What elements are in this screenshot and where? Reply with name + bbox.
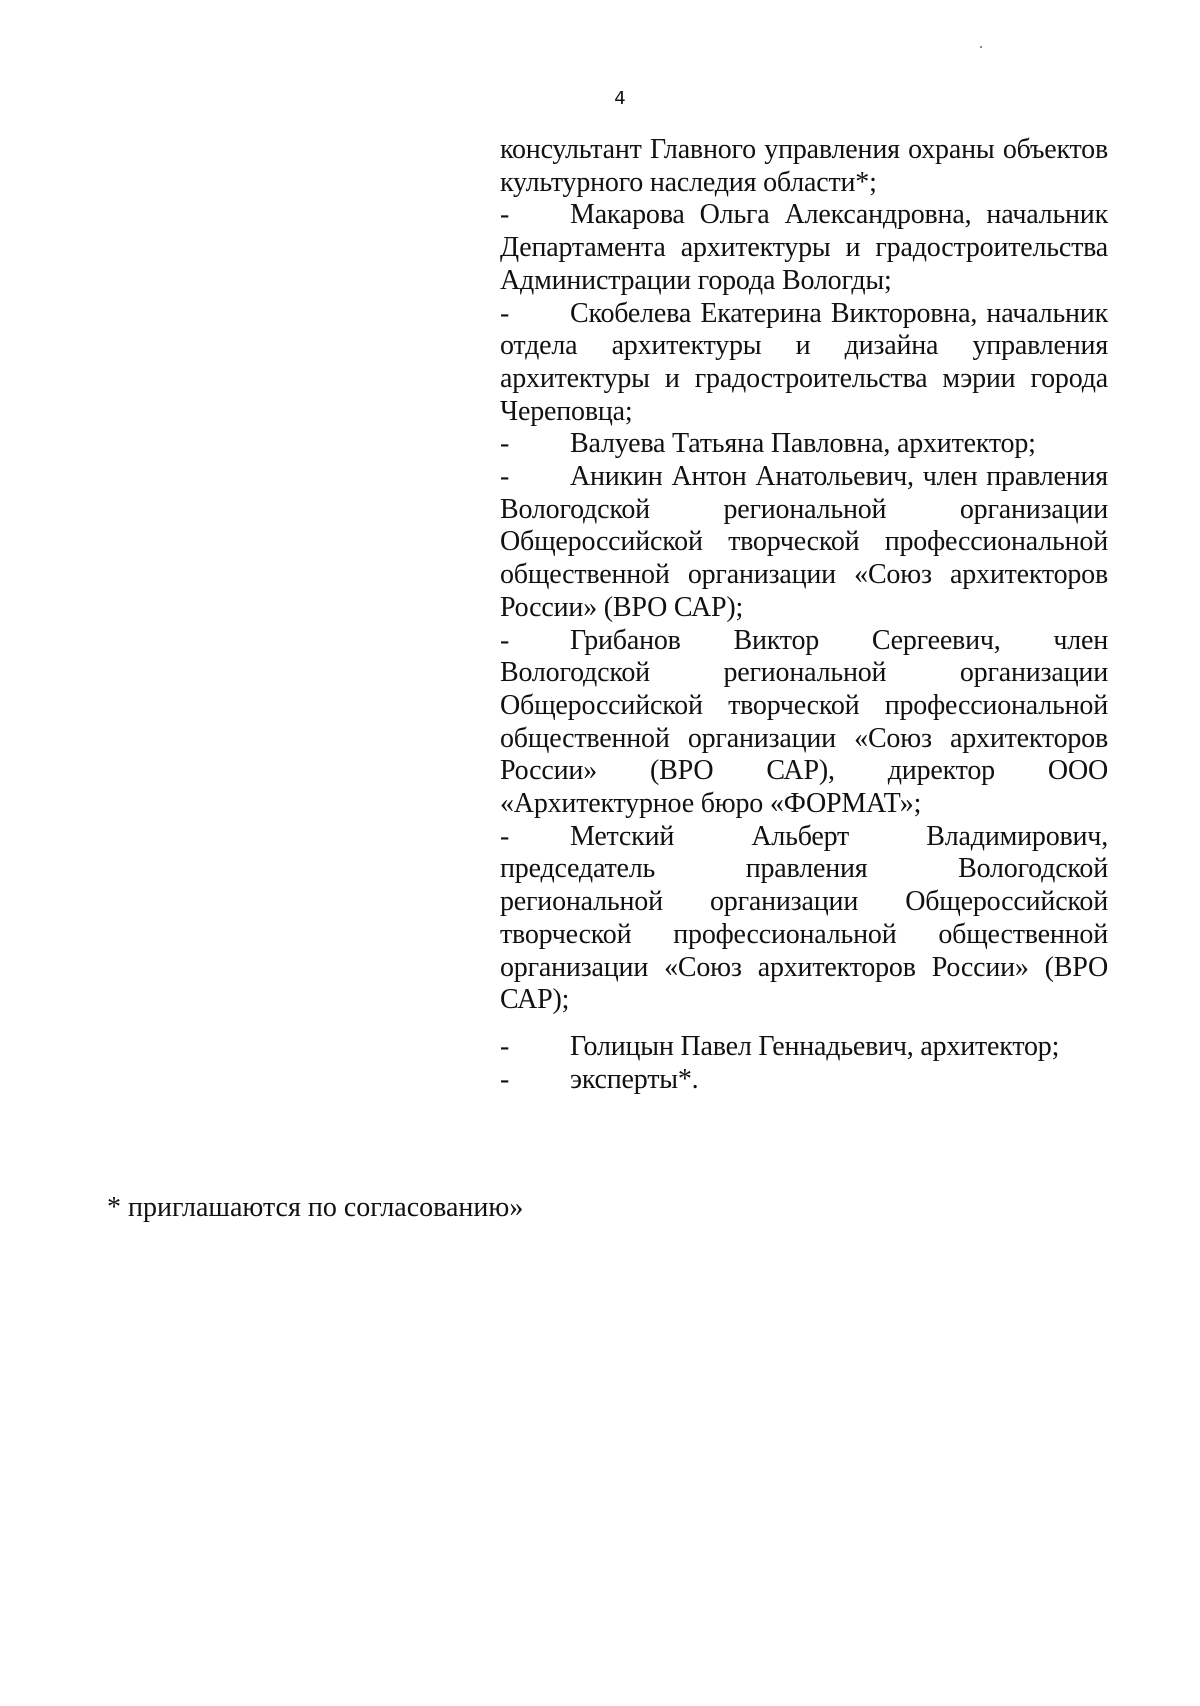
list-item-text: Аникин Антон Анатольевич, член правления Вологодской региональной организации Общероссийской творческой профессиональной общественной организации «Союз архитекторов России» (ВРО САР); (500, 461, 1108, 623)
dash-marker: - (500, 1030, 510, 1062)
list-item (500, 461, 1108, 625)
dash-marker: - (500, 199, 510, 231)
dash-marker: - (500, 1063, 510, 1095)
list-item (500, 298, 1108, 429)
dash-marker: - (500, 297, 510, 329)
scan-speck (980, 46, 982, 48)
list-item (500, 134, 1108, 199)
dash-marker: - (500, 820, 510, 852)
list-item-text: Метский Альберт Владимирович, председатель правления Вологодской региональной организации Общероссийской творческой профессиональной общественной организации «Союз архитекторов России» (ВРО САР); (500, 820, 1108, 1016)
member-list (500, 134, 1108, 1096)
list-item-text: Макарова Ольга Александровна, начальник Департамента архитектуры и градостроительства Администрации города Вологды; (500, 199, 1108, 296)
list-item (500, 428, 1108, 461)
list-item-text: Валуева Татьяна Павловна, архитектор; (570, 428, 1036, 460)
list-item (500, 1031, 1108, 1064)
spacer (500, 1017, 1108, 1031)
list-item (500, 1064, 1108, 1097)
dash-marker: - (500, 428, 510, 460)
list-item-text: Грибанов Виктор Сергеевич, член Вологодской региональной организации Общероссийской творческой профессиональной общественной организации «Союз архитекторов России» (ВРО САР), директор ООО «Архитектурное бюро «ФОРМАТ»; (500, 624, 1108, 820)
list-item (500, 821, 1108, 1017)
list-item-text: консультант Главного управления охраны объектов культурного наследия области*; (500, 134, 1108, 198)
dash-marker: - (500, 461, 510, 493)
list-item (500, 199, 1108, 297)
dash-marker: - (500, 624, 510, 656)
list-item-text: эксперты*. (570, 1063, 699, 1095)
list-item-text: Голицын Павел Геннадьевич, архитектор; (570, 1030, 1060, 1062)
page-number: 4 (614, 88, 626, 109)
list-item-text: Скобелева Екатерина Викторовна, начальник отдела архитектуры и дизайна управления архитектуры и градостроительства мэрии города Череповца; (500, 297, 1108, 427)
footnote: * приглашаются по согласованию» (107, 1192, 524, 1223)
list-item (500, 625, 1108, 821)
